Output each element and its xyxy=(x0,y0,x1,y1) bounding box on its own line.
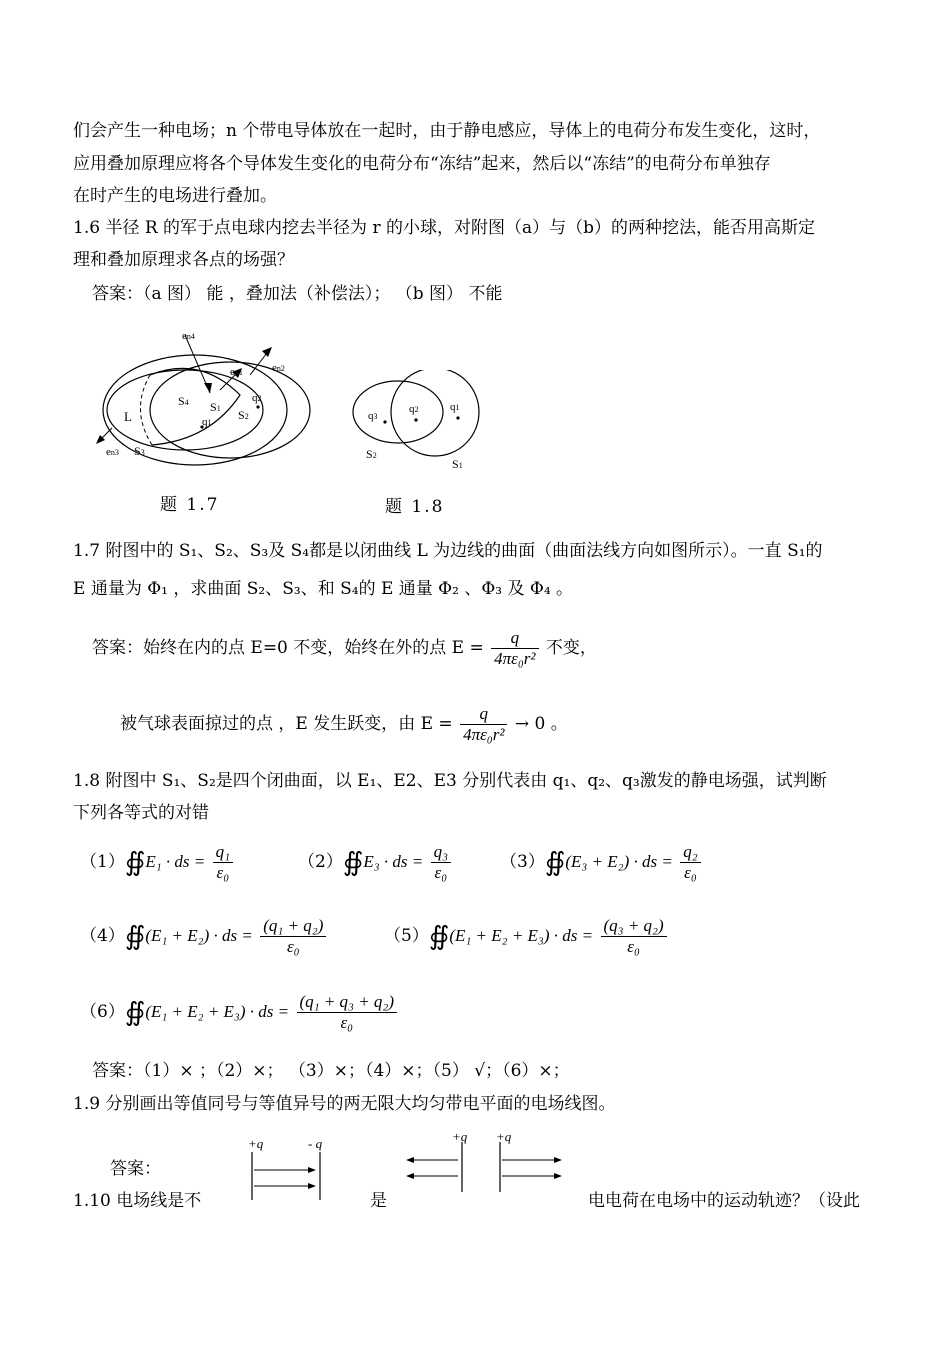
q19-line-1: 1.9 分别画出等值同号与等值异号的两无限大均匀带电平面的电场线图。 xyxy=(73,1094,616,1114)
equation-4 xyxy=(80,916,328,957)
arrow-head xyxy=(262,347,272,357)
q110-part-1: 1.10 电场线是不 xyxy=(73,1191,202,1211)
fraction xyxy=(213,842,233,883)
surface-integral-icon: ∯ xyxy=(342,847,364,878)
q17-answer-1-prefix: 答案：始终在内的点 E=0 不变，始终在外的点 E = xyxy=(92,638,484,658)
surface-integral-icon: ∯ xyxy=(428,921,450,952)
equation-body: (E₁ + E₂ + E₃) · ds = xyxy=(449,926,594,945)
surface-integral-icon: ∯ xyxy=(124,997,146,1028)
equation-2 xyxy=(298,842,453,883)
equation-body: E₃ · ds = xyxy=(363,852,424,871)
q17-answer-2-suffix: → 0 。 xyxy=(514,714,568,734)
fraction-numerator: (q₁ + q₂) xyxy=(260,916,326,937)
surface-s1-circle xyxy=(391,370,479,456)
label-s3: S3 xyxy=(134,444,145,458)
equation-5 xyxy=(384,916,669,957)
arrow-head xyxy=(204,383,212,393)
q110-part-2: 是 xyxy=(370,1191,387,1211)
fraction xyxy=(680,842,700,883)
charge-q2-dot xyxy=(414,418,417,421)
equation-6 xyxy=(80,992,399,1033)
equation-1 xyxy=(80,842,235,883)
q16-line-2: 理和叠加原理求各点的场强？ xyxy=(73,250,294,270)
q18-line-2: 下列各等式的对错 xyxy=(73,803,209,823)
fraction xyxy=(601,916,667,957)
label-q1: q1 xyxy=(202,416,212,428)
q16-line-1: 1.6 半径 R 的军于点电球内挖去半径为 r 的小球，对附图（a）与（b）的两种挖法，能否用高斯定 xyxy=(73,218,815,238)
fraction-denominator: ε₀ xyxy=(434,863,448,882)
arrow-head xyxy=(554,1173,562,1179)
label-q2: q2 xyxy=(252,392,262,404)
fraction-numerator: q₂ xyxy=(680,842,700,863)
fraction xyxy=(297,992,398,1033)
label-s1: S1 xyxy=(210,400,221,414)
figure-1-8-caption: 题 1.8 xyxy=(385,497,445,517)
fraction-denominator: ε₀ xyxy=(216,863,230,882)
surface-integral-icon: ∯ xyxy=(544,847,566,878)
figure-1-9 xyxy=(240,1130,580,1205)
fraction-numerator: q xyxy=(460,704,507,725)
fraction-numerator: (q₃ + q₂) xyxy=(601,916,667,937)
arrow-head xyxy=(554,1157,562,1163)
fraction-denominator: ε₀ xyxy=(286,937,300,956)
figure-1-7 xyxy=(90,325,320,475)
label-q3: q3 xyxy=(368,410,378,422)
surface-integral-icon: ∯ xyxy=(124,847,146,878)
equation-label: （2） xyxy=(298,852,343,872)
label-en2: en2 xyxy=(272,362,285,374)
charge-q2-dot xyxy=(256,405,259,408)
fraction xyxy=(431,842,451,883)
fraction-numerator: q₁ xyxy=(213,842,233,863)
equation-body: E₁ · ds = xyxy=(145,852,206,871)
q17-answer-2-prefix: 被气球表面掠过的点 ，E 发生跃变，由 E = xyxy=(120,714,453,734)
arrow-head xyxy=(308,1167,316,1173)
fraction xyxy=(491,628,538,669)
q18-line-1: 1.8 附图中 S₁、S₂是四个闭曲面，以 E₁、E2、E3 分别代表由 q₁、q₂、q₃激发的静电场强，试判断 xyxy=(73,771,827,791)
equation-label: （5） xyxy=(384,926,429,946)
q16-answer: 答案：（a 图） 能 ，叠加法（补偿法）； （b 图） 不能 xyxy=(92,284,503,304)
para-line-2: 应用叠加原理应将各个导体发生变化的电荷分布“冻结”起来，然后以“冻结”的电荷分布单独存 xyxy=(73,154,771,174)
fraction-numerator: q xyxy=(491,628,538,649)
arrow-head xyxy=(308,1183,316,1189)
fraction xyxy=(460,704,507,745)
fraction-numerator: (q₁ + q₃ + q₂) xyxy=(297,992,398,1013)
fraction-denominator: ε₀ xyxy=(340,1013,354,1032)
surface-s2-ellipse xyxy=(353,381,443,443)
label-q2: q2 xyxy=(409,403,419,415)
equation-body: (E₁ + E₂ + E₃) · ds = xyxy=(145,1002,290,1021)
arrow-head xyxy=(406,1173,414,1179)
fraction-denominator: 4πε₀r² xyxy=(494,649,536,668)
label-en3: en3 xyxy=(106,446,119,458)
charge-q1-dot xyxy=(456,416,459,419)
fraction-denominator: ε₀ xyxy=(684,863,697,882)
arrow-head xyxy=(406,1157,414,1163)
equation-label: （6） xyxy=(80,1002,125,1022)
figure-1-8 xyxy=(350,370,490,475)
equation-body: (E₁ + E₂) · ds = xyxy=(145,926,253,945)
q110-part-3: 电电荷在电场中的运动轨迹？（设此 xyxy=(588,1191,860,1211)
q19-answer-label: 答案： xyxy=(110,1159,161,1179)
equation-label: （3） xyxy=(500,852,545,872)
para-line-3: 在时产生的电场进行叠加。 xyxy=(73,186,277,206)
label-s2: S2 xyxy=(238,408,249,422)
equation-label: （4） xyxy=(80,926,125,946)
label-q1: q1 xyxy=(450,401,460,413)
label-en1: en1 xyxy=(230,366,243,378)
label-plus-q: +q xyxy=(496,1130,512,1144)
fraction-denominator: 4πε₀r² xyxy=(463,725,505,744)
surface-integral-icon: ∯ xyxy=(124,921,146,952)
label-plus-q: +q xyxy=(248,1136,264,1151)
q17-line-2: E 通量为 Φ₁ ，求曲面 S₂、S₃、和 S₄的 E 通量 Φ₂ 、Φ₃ 及 Φ₄ 。 xyxy=(73,579,574,599)
charge-q3-dot xyxy=(383,420,386,423)
surface-s1-path xyxy=(150,368,240,445)
label-en4: en4 xyxy=(182,330,195,342)
q18-answer: 答案：（1）× ；（2）×； （3）×；（4）×；（5） √；（6）×； xyxy=(92,1061,570,1081)
q17-answer-1 xyxy=(92,628,597,669)
q17-answer-2 xyxy=(120,704,568,745)
fraction-numerator: q₃ xyxy=(431,842,451,863)
label-plus-q: +q xyxy=(452,1130,468,1144)
fraction-denominator: ε₀ xyxy=(627,937,640,956)
equation-body: (E₃ + E₂) · ds = xyxy=(565,852,673,871)
equation-3 xyxy=(500,842,703,883)
label-minus-q: - q xyxy=(308,1136,323,1151)
figure-1-7-caption: 题 1.7 xyxy=(160,495,220,515)
equation-label: （1） xyxy=(80,852,125,872)
q17-line-1: 1.7 附图中的 S₁、S₂、S₃及 S₄都是以闭曲线 L 为边线的曲面（曲面法线方向如图所示）。一直 S₁的 xyxy=(73,541,823,561)
para-line-1: 们会产生一种电场；n 个带电导体放在一起时，由于静电感应，导体上的电荷分布发生变化，这时， xyxy=(73,121,821,141)
fraction xyxy=(260,916,326,957)
label-s2: S2 xyxy=(366,447,377,461)
label-s4: S4 xyxy=(178,394,189,408)
q17-answer-1-suffix: 不变， xyxy=(545,638,597,658)
label-l: L xyxy=(124,409,132,424)
label-s1: S1 xyxy=(452,457,463,471)
